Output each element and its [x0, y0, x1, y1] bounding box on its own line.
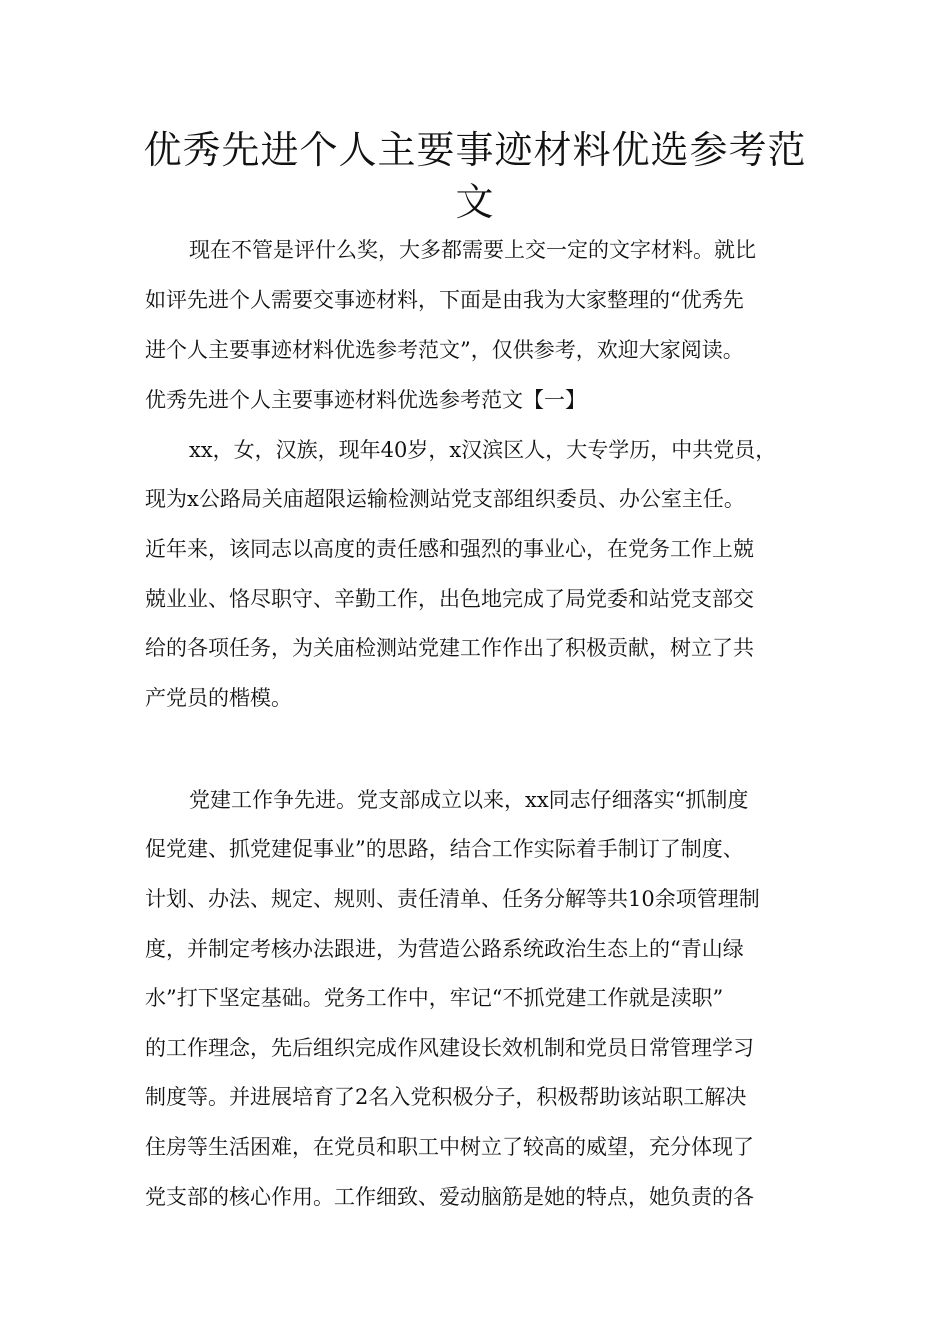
paragraph-2-line: 促党建、抓党建促事业”的思路，结合工作实际着手制订了制度、 — [145, 837, 744, 861]
paragraph-1-line: 产党员的楷模。 — [145, 686, 292, 710]
paragraph-1-line: 给的各项任务，为关庙检测站党建工作作出了积极贡献，树立了共 — [145, 636, 754, 660]
document-title — [120, 124, 830, 228]
paragraph-1-line: 现为x公路局关庙超限运输检测站党支部组织委员、办公室主任。 — [145, 487, 745, 511]
paragraph-2-line: 住房等生活困难，在党员和职工中树立了较高的威望，充分体现了 — [145, 1135, 754, 1159]
paragraph-2-line: 水”打下坚定基础。党务工作中，牢记“不抓党建工作就是渎职” — [145, 986, 724, 1010]
paragraph-2-line: 度，并制定考核办法跟进，为营造公路系统政治生态上的“青山绿 — [145, 937, 744, 961]
paragraph-2-line: 党建工作争先进。党支部成立以来，xx同志仔细落实“抓制度 — [189, 788, 749, 812]
paragraph-1-line: 兢业业、恪尽职守、辛勤工作，出色地完成了局党委和站党支部交 — [145, 587, 754, 611]
paragraph-2-line: 计划、办法、规定、规则、责任清单、任务分解等共10余项管理制 — [145, 887, 760, 911]
paragraph-1-line: 近年来，该同志以高度的责任感和强烈的事业心，在党务工作上兢 — [145, 537, 754, 561]
intro-line: 进个人主要事迹材料优选参考范文”，仅供参考，欢迎大家阅读。 — [145, 338, 744, 362]
paragraph-1-line: xx，女，汉族，现年40岁，x汉滨区人，大专学历，中共党员， — [189, 438, 777, 462]
paragraph-2-line: 制度等。并进展培育了2名入党积极分子，积极帮助该站职工解决 — [145, 1085, 747, 1109]
title-line-1: 优秀先进个人主要事迹材料优选参考范 — [143, 128, 807, 172]
paragraph-2-line: 党支部的核心作用。工作细致、爱动脑筋是她的特点，她负责的各 — [145, 1185, 754, 1209]
intro-line: 如评先进个人需要交事迹材料，下面是由我为大家整理的“优秀先 — [145, 288, 744, 312]
intro-line: 现在不管是评什么奖，大多都需要上交一定的文字材料。就比 — [189, 238, 756, 262]
paragraph-2-line: 的工作理念，先后组织完成作风建设长效机制和党员日常管理学习 — [145, 1036, 754, 1060]
section-heading: 优秀先进个人主要事迹材料优选参考范文【一】 — [145, 388, 586, 412]
title-line-2: 文 — [455, 180, 495, 224]
